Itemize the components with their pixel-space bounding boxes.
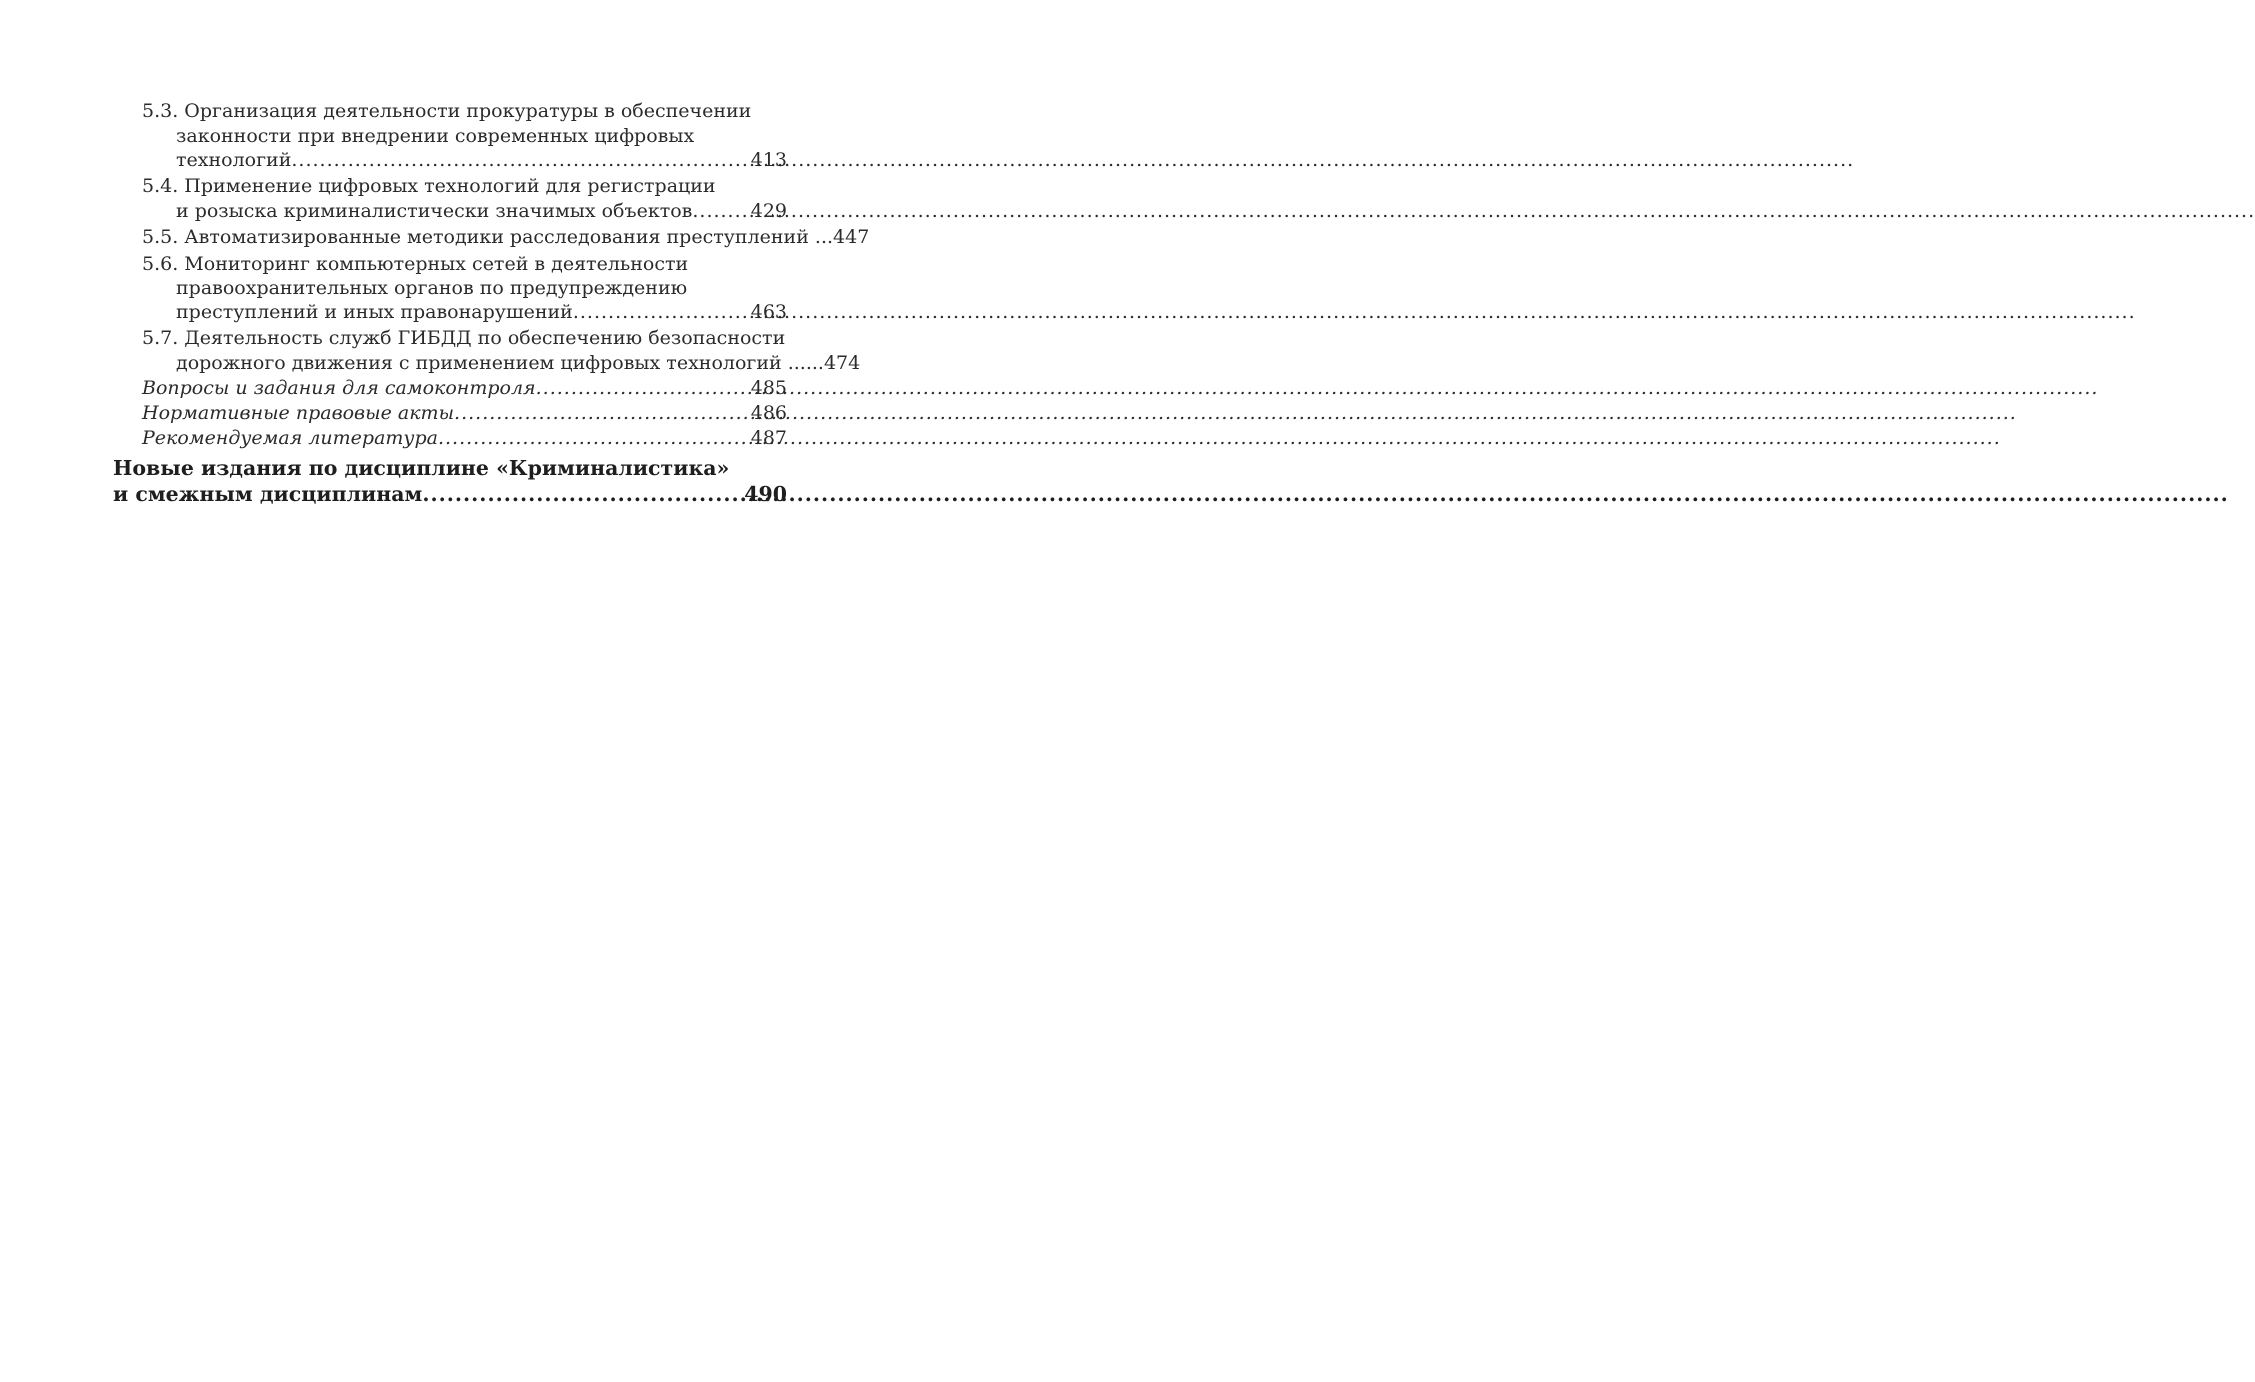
page-number: 413	[750, 149, 787, 171]
toc-entry-5-7-line-1: 5.7. Деятельность служб ГИБДД по обеспечению безопасности	[142, 327, 786, 349]
toc-entry-5-6-line-1: 5.6. Мониторинг компьютерных сетей в деятельности	[142, 253, 689, 275]
leader-dots	[573, 300, 751, 324]
leader-dots	[422, 482, 744, 506]
page-number: 463	[750, 301, 787, 323]
toc-entry-recommended-literature: Рекомендуемая литература ..... 487	[142, 426, 787, 450]
toc-entry-self-control-questions: Вопросы и задания для самоконтроля ..... 485	[142, 376, 787, 400]
toc-entry-5-6-line-2: правоохранительных органов по предупреждению	[176, 277, 688, 299]
toc-entry-5-7-line-2: дорожного движения с применением цифровых технологий ...... 474	[176, 352, 861, 374]
toc-entry-5-6-line-3: преступлений и иных правонарушений ..... 463	[176, 300, 787, 324]
leader-dots	[454, 401, 751, 425]
leader-dots	[291, 148, 750, 172]
toc-entry-normative-acts: Нормативные правовые акты ..... 486	[142, 401, 787, 425]
page-number: 474	[823, 352, 861, 374]
page-number: 429	[750, 200, 787, 222]
table-of-contents	[0, 0, 900, 1382]
page-number: 486	[750, 402, 787, 424]
page-number: 447	[833, 226, 870, 248]
page-number: 490	[744, 482, 787, 506]
page-number: 487	[750, 427, 787, 449]
toc-entry-5-3-line-3: технологий ..... 413	[176, 148, 787, 172]
toc-entry-5-5: 5.5. Автоматизированные методики расследования преступлений ... 447	[142, 226, 870, 248]
toc-entry-5-3-line-2: законности при внедрении современных цифровых	[176, 125, 695, 147]
toc-entry-5-3-line-1: 5.3. Организация деятельности прокуратуры в обеспечении	[142, 100, 752, 122]
toc-entry-new-editions-line-1: Новые издания по дисциплине «Криминалистика»	[113, 456, 730, 480]
toc-entry-5-4-line-1: 5.4. Применение цифровых технологий для регистрации	[142, 175, 716, 197]
leader-dots	[536, 376, 751, 400]
leader-dots	[692, 199, 750, 223]
leader-dots	[438, 426, 751, 450]
toc-entry-5-4-line-2: и розыска криминалистически значимых объектов ..... 429	[176, 199, 787, 223]
page-number: 485	[750, 377, 787, 399]
toc-entry-new-editions-line-2: и смежным дисциплинам ..... 490	[113, 482, 787, 506]
